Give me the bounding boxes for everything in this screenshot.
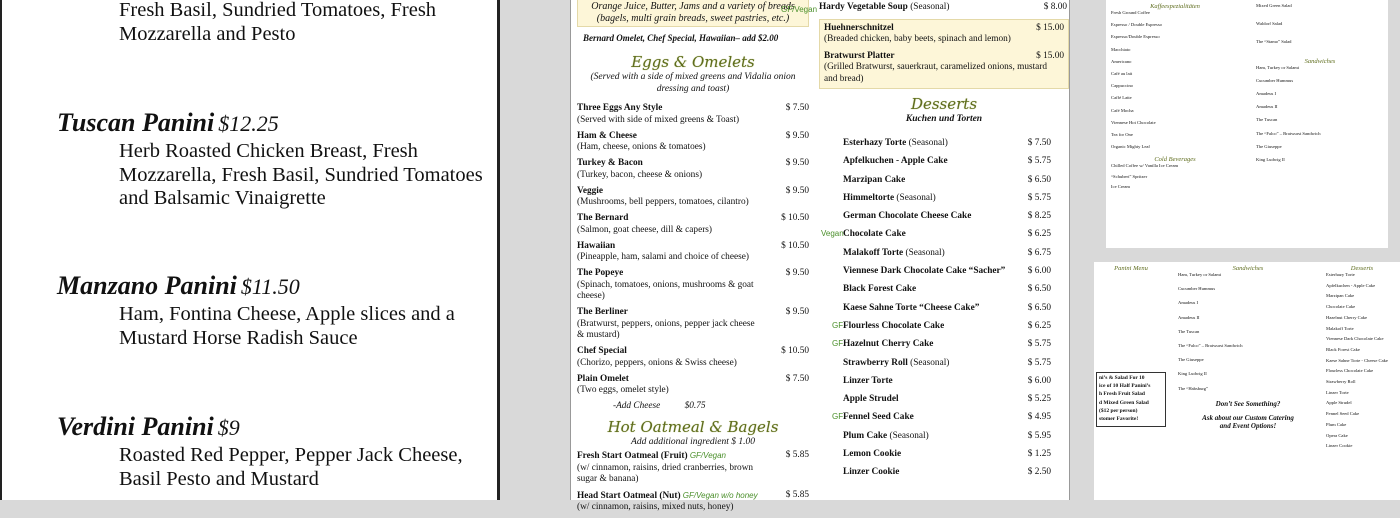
oatmeal-item-list [577,450,809,514]
thumb-item: Malakoff Torte [1326,325,1354,331]
item-desc: (Turkey, bacon, cheese & onions) [577,169,703,180]
thumb-dessert-list [1326,272,1398,449]
item-price: $ 9.50 [785,130,809,141]
thumb-item: “Schubert” Spritzer [1111,173,1148,179]
item-price: $ 9.50 [785,268,809,278]
desc-line: and Balsamic Vinaigrette [119,187,326,209]
item-name: Lemon Cookie [843,449,902,460]
item-desc: (Spinach, tomatoes, onions, mushrooms & goat cheese) [577,279,754,301]
thumb-item: Chilled Coffee w/ Vanilla Ice Cream [1111,163,1179,169]
thumb-item: Macchiato [1111,46,1131,52]
thumb-salad-list [1256,3,1384,46]
add-cheese-price: $0.75 [684,401,706,411]
thumb-item: Chocolate Cake [1326,304,1356,310]
thumb-item: The “Habsburg” [1178,385,1209,391]
thumb-item: Esterhazy Torte [1326,272,1355,277]
thumb-item: Plum Cake [1326,421,1347,427]
soup-price: $ 8.00 [1043,2,1067,12]
item-price: $ 5.75 [1027,357,1051,368]
item-price: $ 15.00 [1036,50,1064,61]
item-name: Fennel Seed Cake [843,412,914,423]
thumb-item: Organic Mighty Leaf [1111,144,1150,150]
panini-item-tuscan [57,108,483,211]
dessert-item [832,317,1069,335]
item-price: $ 10.50 [781,213,809,223]
thumb-item: ice of 10 Half Panini’s [1099,383,1151,390]
thumb-heading: Panini Menu [1114,265,1148,272]
thumb-item: Hazelnut Cherry Cake [1326,314,1368,320]
desc-line: Mozzarella, Fresh Basil, Sundried Tomatoes [119,163,483,186]
item-price: $ 6.50 [1027,174,1051,185]
item-note: (Seasonal) [887,430,929,441]
thumb-item: Cucumber Hummus [1178,286,1216,292]
thumb-item: The Tuscan [1178,328,1200,334]
thumb-item: Apfelkuchen - Apple Cake [1326,282,1376,288]
thumb-item: Opera Cake [1326,432,1348,438]
thumb-heading: Cold Beverages [1154,156,1196,164]
item-desc [119,303,455,350]
item-price: $ 7.50 [1027,138,1051,148]
menu-item [577,131,809,154]
item-desc: (w/ cinnamon, raisins, dried cranberries, brown sugar & banana) [577,462,754,484]
item-desc: (Grilled Bratwurst, sauerkraut, caramelized onions, mustard and bread) [824,62,1048,84]
gf-badge: GF [832,412,844,422]
panini-item-manzano [57,271,455,350]
thumb-item: Ham, Turkey or Salami [1256,64,1300,70]
cta-line: and Event Options! [1219,421,1277,430]
entree-item [824,23,1064,46]
soup-row [781,2,1069,14]
thumb-item: Kaese Sahne Torte - Cheese Cake [1326,357,1388,363]
item-name: Tuscan Panini [57,108,215,137]
add-cheese-note [613,401,809,411]
thumb-item: Viennese Dark Chocolate Cake [1326,336,1384,342]
item-name: Huehnerschnitzel [824,22,894,33]
menu-item [577,213,809,236]
thumb-heading: Desserts [1350,265,1374,272]
item-name: Strawberry Roll [843,357,908,368]
thumb-item: Waldorf Salad [1256,21,1283,27]
menu-item [577,374,809,397]
thumb-item: Café au lait [1111,71,1133,77]
desc-line: Ham, Fontina Cheese, Apple slices and a [119,303,455,325]
item-desc: (Served with side of mixed greens & Toast) [577,114,740,125]
item-name: Three Eggs Any Style [577,103,663,113]
dessert-item [832,335,1069,353]
item-name: Hawaiian [577,240,616,251]
thumb-heading: Sandwiches [1232,265,1264,272]
dessert-item [843,171,1069,189]
dessert-item [843,134,1069,152]
thumb-item: Linzer Cookie [1326,443,1353,449]
dessert-item [843,445,1069,463]
item-price: $ 6.75 [1027,247,1051,258]
thumb-item: Black Forest Cake [1326,346,1360,352]
item-name: Black Forest Cake [843,284,917,295]
menu-item [577,450,809,486]
item-price: $ 5.75 [1027,192,1051,203]
item-price: $ 15.00 [1036,22,1064,33]
dessert-item [843,207,1069,225]
item-name: The Popeye [577,268,624,278]
item-price: $ 10.50 [781,240,809,251]
item-note: (Seasonal) [907,357,950,368]
thumb-item: King Ludwig II [1178,371,1207,377]
dessert-list [821,134,1069,482]
item-desc: (Two eggs, omelet style) [577,385,669,395]
desserts-section-subtitle: Kuchen und Torten [905,114,983,124]
item-price: $ 9.50 [785,185,809,196]
menu-item [577,158,809,181]
dessert-item [843,372,1069,390]
menu-thumbnails [1094,0,1400,500]
item-name: Plain Omelet [577,373,629,384]
menu-item [577,307,809,342]
item-price: $ 5.85 [785,450,809,460]
item-name: Ham & Cheese [577,130,637,141]
item-price: $ 6.50 [1027,284,1051,295]
add-cheese-label: -Add Cheese [613,401,661,411]
menu-item [577,241,809,264]
thumb-item: Apple Strudel [1326,400,1352,406]
dessert-item [843,189,1069,207]
item-name: Hazelnut Cherry Cake [843,339,934,350]
thumb-item: Linzer Torte [1326,389,1349,395]
dessert-item [843,354,1069,372]
item-price: $ 8.25 [1027,211,1051,222]
item-name: Head Start Oatmeal (Nut) [577,490,681,501]
thumb-item: Mixed Green Salad [1256,3,1292,8]
item-price: $ 6.25 [1027,320,1051,331]
menu-item [577,186,809,209]
thumb-item: Ham, Turkey or Salami [1178,272,1222,277]
item-name: Manzano Panini [57,271,237,300]
entree-item [824,51,1064,86]
item-price: $ 6.50 [1027,302,1051,313]
item-price: $ 9.50 [785,307,809,317]
thumb-item: Amadeus II [1256,104,1278,110]
thumb-item: h Fresh Fruit Salad [1099,391,1145,398]
thumb-item: Amadeus I [1256,91,1277,97]
item-price: $12.25 [218,111,279,136]
thumb-item: The Giuseppe [1256,143,1282,149]
panini-continued-desc [119,0,436,46]
thumb-col-desserts [1326,265,1398,454]
egg-item-list [577,103,809,397]
desc-line: Fresh Basil, Sundried Tomatoes, Fresh [119,0,437,21]
item-price: $ 2.50 [1027,467,1051,478]
dessert-item [843,299,1069,317]
item-price: $ 7.50 [785,373,809,384]
thumb-item: Caffé Latte [1111,95,1132,101]
thumb-item: Espresso/Double Espresso [1111,34,1160,40]
cta-line: Don’t See Something? [1215,399,1281,408]
thumb-item: King Ludwig II [1256,157,1285,163]
dessert-item [843,280,1069,298]
thumb-heading: Kaffeespezialitäten [1150,3,1200,10]
thumb-item: Viennese Hot Chocolate [1111,119,1156,125]
dessert-item [843,390,1069,408]
box-line: (bagels, multi grain breads, sweet pastries, etc.) [596,13,790,24]
thumb-col-salads [1256,3,1384,170]
thumb-item: Marzipan Cake [1326,293,1355,299]
thumb-item: Amadeus II [1178,314,1200,320]
breakfast-box [577,0,809,27]
desc-line: Herb Roasted Chicken Breast, Fresh [119,140,418,162]
thumbnail-catering-page [1094,262,1400,500]
thumb-coffee-list [1111,10,1239,150]
thumb-item: Amadeus I [1178,300,1199,306]
item-desc: (Pineapple, ham, salami and choice of cheese) [577,252,749,262]
item-name: Viennese Dark Chocolate Cake “Sacher” [843,266,1006,277]
item-name: Plum Cake [843,430,888,441]
item-name: The Bernard [577,213,629,223]
item-name: Fresh Start Oatmeal (Fruit) [577,451,688,461]
menu-item [577,103,809,126]
desserts-section-title: Desserts [910,95,978,113]
item-name: Veggie [577,185,603,196]
item-price: $9 [217,415,240,440]
item-price: $ 4.95 [1027,412,1051,423]
dessert-item [821,225,1069,243]
breakfast-dessert-menu-page [570,0,1070,512]
item-desc [119,444,463,491]
item-desc: (Bratwurst, peppers, onions, pepper jack cheese & mustard) [577,318,755,340]
item-price: $ 1.25 [1027,449,1051,460]
panini-menu-page [0,0,500,500]
thumb-item: The “Falco” – Bratwurst Sandwich [1256,130,1321,136]
item-price: $ 5.75 [1027,339,1051,350]
thumb-item: The “Stamo” Salad [1256,39,1292,45]
item-desc: (Chorizo, peppers, onions & Swiss cheese) [577,357,737,368]
desc-line: Roasted Red Pepper, Pepper Jack Cheese, [119,444,463,466]
omelet-note: Bernard Omelet, Chef Special, Hawaiian– add $2.00 [583,33,779,43]
menu-column-left [577,0,809,518]
thumb-item: Americano [1111,58,1132,64]
thumb-col-coffee [1111,3,1239,194]
desc-line: Mozzarella and Pesto [119,23,296,45]
item-desc: (Ham, cheese, onions & tomatoes) [577,142,706,152]
item-name: Flourless Chocolate Cake [843,320,945,331]
thumb-heading: Sandwiches [1304,57,1336,65]
item-price: $ 6.00 [1027,375,1051,386]
item-desc [119,140,483,211]
entree-box [819,19,1069,90]
soup-name: Hardy Vegetable Soup [819,2,908,12]
item-price: $ 9.50 [785,158,809,168]
thumb-item: stomer Favorite! [1099,416,1139,423]
gf-badge: GF [832,339,844,349]
thumb-col-sandwiches [1178,265,1318,430]
item-name: Chef Special [577,346,627,356]
thumb-item: ($12 per person) [1099,407,1138,414]
promo-lines [1099,375,1163,422]
item-name: German Chocolate Cheese Cake [843,211,972,222]
item-price: $ 6.25 [1027,229,1051,240]
item-note: (Seasonal) [903,247,945,258]
vegan-badge: Vegan [821,229,844,239]
page-border [0,0,2,500]
item-name: The Berliner [577,307,628,317]
thumb-col-panini [1096,265,1166,427]
item-price: $ 6.00 [1027,266,1051,277]
thumb-mid-list [1178,272,1318,392]
gf-vegan-badge: GF/Vegan w/o honey [680,490,758,500]
item-name: Malakoff Torte [843,247,904,258]
thumb-item: Strawberry Roll [1326,379,1356,385]
eggs-section-subtitle: (Served with a side of mixed greens and Vidalia onion dressing and toast) [590,72,796,94]
thumb-sandwich-list [1256,65,1384,164]
box-line: Orange Juice, Butter, Jams and a variety of breads [591,1,795,12]
dessert-item [832,408,1069,426]
thumb-item: Ice Cream [1111,183,1131,189]
promo-box [1096,372,1166,427]
panini-item-verdini [57,412,463,491]
item-desc: (Mushrooms, bell peppers, tomatoes, cilantro) [577,197,749,207]
menu-item [577,268,809,303]
thumb-item: ni’s & Salad For 10 [1099,375,1145,381]
item-name: Kaese Sahne Torte “Cheese Cake” [843,302,980,313]
item-name: Apfelkuchen - Apple Cake [843,156,948,167]
thumb-item: Espresso / Double Espresso [1111,22,1162,28]
item-name: Turkey & Bacon [577,158,643,168]
thumbnail-coffee-page [1106,0,1388,248]
item-desc: (Salmon, goat cheese, dill & capers) [577,224,713,235]
dessert-item [843,262,1069,280]
cta-box [1178,400,1318,430]
item-price: $11.50 [240,274,300,299]
desc-line: Basil Pesto and Mustard [119,467,319,490]
item-price: $ 10.50 [781,346,809,356]
thumb-item: Fresh Ground Coffee [1111,10,1150,15]
item-price: $ 7.50 [785,103,809,113]
thumb-item: The “Falco” – Bratwurst Sandwich [1178,343,1243,349]
item-name: Himmeltorte [843,192,895,203]
item-note: (Seasonal) [894,192,936,203]
item-name: Bratwurst Platter [824,50,895,61]
soup-note: (Seasonal) [910,2,950,12]
oatmeal-section-title: Hot Oatmeal & Bagels [607,418,779,436]
entree-list [824,23,1064,86]
dessert-item [843,463,1069,481]
desc-line: Mustard Horse Radish Sauce [119,326,358,349]
thumb-item: The Tuscan [1256,117,1278,123]
thumb-cold-list [1111,163,1239,190]
item-note: (Seasonal) [906,138,948,148]
oatmeal-section-subtitle: Add additional ingredient $ 1.00 [631,437,755,447]
thumb-spacer [1096,272,1166,372]
menu-item [577,490,809,514]
cta-line: Ask about our Custom Catering [1202,413,1294,422]
gf-vegan-badge: GF/Vegan [687,451,726,460]
thumb-item: d Mixed Green Salad [1099,399,1149,406]
item-desc: (Breaded chicken, baby beets, spinach and lemon) [824,34,1011,44]
item-name: Apple Strudel [843,394,899,405]
item-price: $ 5.25 [1027,394,1051,405]
thumb-item: Cappuccino [1111,83,1133,89]
item-price: $ 5.75 [1027,156,1051,167]
thumb-item: Fennel Seed Cake [1326,411,1360,417]
menu-item [577,346,809,369]
item-name: Verdini Panini [57,412,214,441]
eggs-section-title: Eggs & Omelets [631,53,755,71]
item-price: $ 5.85 [785,489,809,500]
item-name: Marzipan Cake [843,174,906,185]
dessert-item [843,152,1069,170]
item-name: Linzer Torte [843,375,893,386]
thumb-item: Tea for One [1111,132,1133,138]
item-price: $ 5.95 [1027,430,1051,441]
item-name: Chocolate Cake [843,229,906,240]
item-name: Esterhazy Torte [843,138,907,148]
dessert-item [843,427,1069,445]
thumb-item: Cucumber Hummus [1256,77,1294,83]
gf-vegan-badge: GF/Vegan [781,5,818,14]
item-name: Linzer Cookie [843,467,900,478]
item-desc: (w/ cinnamon, raisins, mixed nuts, honey) [577,502,734,512]
thumb-item: The Giuseppe [1178,357,1204,363]
gf-badge: GF [832,320,844,330]
thumb-item: Flourless Chocolate Cake [1326,368,1374,374]
dessert-item [843,244,1069,262]
thumb-item: Café Mocha [1111,107,1134,113]
